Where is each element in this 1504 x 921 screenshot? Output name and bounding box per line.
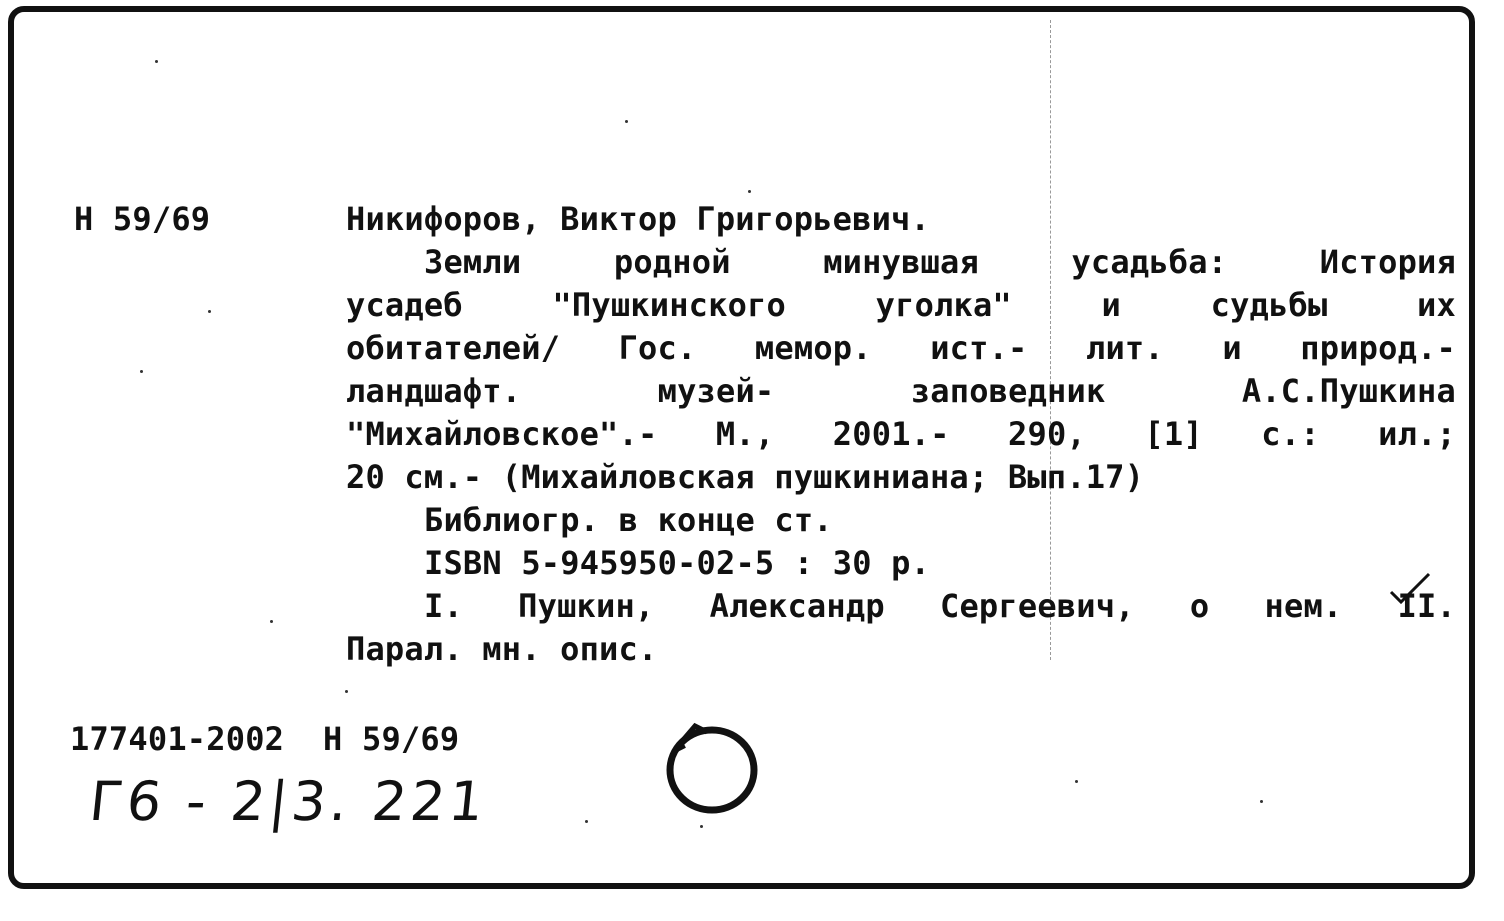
speck — [585, 820, 588, 823]
description-line: усадеб "Пушкинского уголка" и судьбы их — [346, 286, 1456, 324]
author-heading: Никифоров, Виктор Григорьевич. — [346, 200, 930, 238]
bibliographic-record — [346, 198, 1456, 671]
speck — [345, 690, 348, 693]
speck — [700, 825, 703, 828]
speck — [155, 60, 158, 63]
speck — [748, 190, 751, 193]
checkmark-icon — [1385, 570, 1435, 610]
description-line: обитателей/ Гос. мемор. ист.- лит. и природ.- — [346, 329, 1456, 367]
circle-stamp-icon — [655, 712, 770, 817]
tracing-line: I. Пушкин, Александр Сергеевич, о нем. II. — [424, 587, 1456, 625]
description-line: 20 см.- (Михайловская пушкиниана; Вып.17) — [346, 458, 1145, 496]
bibliography-note: Библиогр. в конце ст. — [424, 501, 833, 539]
speck — [270, 620, 273, 623]
description-line: ландшафт. музей- заповедник А.С.Пушкина — [346, 372, 1456, 410]
speck — [1075, 780, 1078, 783]
shelf-mark: Н 59/69 — [74, 200, 211, 238]
handwritten-classification: Г6 - 2|3. 221 — [86, 770, 491, 833]
inventory-number: 177401-2002 Н 59/69 — [70, 720, 460, 758]
description-line: "Михайловское".- М., 2001.- 290, [1] с.: ил.; — [346, 415, 1456, 453]
tracing-line: Парал. мн. опис. — [346, 630, 658, 668]
speck — [1260, 800, 1263, 803]
speck — [625, 120, 628, 123]
speck — [208, 310, 211, 313]
description-line: Земли родной минувшая усадьба: История — [424, 243, 1456, 281]
speck — [140, 370, 143, 373]
isbn-price: ISBN 5-945950-02-5 : 30 р. — [424, 544, 931, 582]
